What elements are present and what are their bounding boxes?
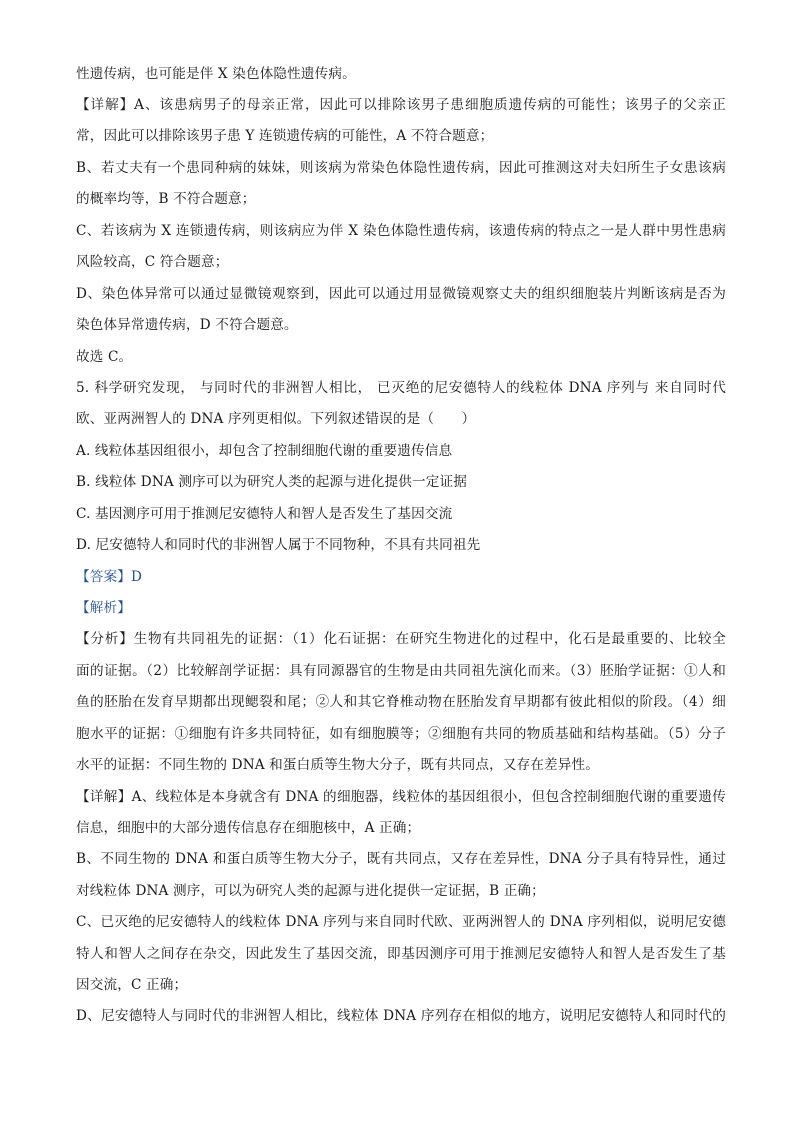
text-line: 因交流，C 正确；: [76, 977, 188, 993]
text-line: 特人和智人之间存在杂交，因此发生了基因交流，即基因测序可用于推测尼安德特人和智人是否发生了基: [76, 946, 726, 962]
text-line: 胞水平的证据：①细胞有许多共同特征，如有细胞膜等；②细胞有共同的物质基础和结构基础。（5）分子: [76, 726, 726, 742]
text-line: 【详解】A、线粒体是本身就含有 DNA 的细胞器，线粒体的基因组很小，但包含控制细胞代谢的重要遗传: [76, 789, 726, 805]
text-line: 风险较高，C 符合题意；: [76, 254, 229, 270]
text-line: 性遗传病，也可能是伴 X 染色体隐性遗传病。: [76, 66, 356, 82]
text-line: 信息，细胞中的大部分遗传信息存在细胞核中，A 正确；: [76, 820, 421, 836]
option-b: B. 线粒体 DNA 测序可以为研究人类的起源与进化提供一定证据: [76, 474, 467, 490]
text-line: B、不同生物的 DNA 和蛋白质等生物大分子，既有共同点，又存在差异性，DNA 分子具有特异性，通过: [76, 851, 726, 867]
text-line: 的概率均等，B 不符合题意；: [76, 191, 256, 207]
text-line: 【分析】生物有共同祖先的证据：（1）化石证据：在研究生物进化的过程中，化石是最重要的、比较全: [76, 631, 726, 647]
option-d: D. 尼安德特人和同时代的非洲智人属于不同物种，不具有共同祖先: [76, 537, 481, 553]
text-line: 对线粒体 DNA 测序，可以为研究人类的起源与进化提供一定证据，B 正确；: [76, 883, 545, 899]
option-c: C. 基因测序可用于推测尼安德特人和智人是否发生了基因交流: [76, 506, 453, 522]
text-line: C、若该病为 X 连锁遗传病，则该病应为伴 X 染色体隐性遗传病，该遗传病的特点之一是人群中男性患病: [76, 223, 726, 239]
text-line: 鱼的胚胎在发育早期都出现鳃裂和尾；②人和其它脊椎动物在胚胎发育早期都有彼此相似的阶段。（4）细: [76, 694, 726, 710]
text-line: D、尼安德特人与同时代的非洲智人相比，线粒体 DNA 序列存在相似的地方，说明尼安德特人和同时代的: [76, 1008, 726, 1024]
text-line: 染色体异常遗传病，D 不符合题意。: [76, 317, 298, 333]
text-line: 面的证据。（2）比较解剖学证据：具有同源器官的生物是由共同祖先演化而来。（3）胚胎学证据：①人和: [76, 663, 726, 679]
text-line: D、染色体异常可以通过显微镜观察到，因此可以通过用显微镜观察丈夫的组织细胞装片判断该病是否为: [76, 286, 726, 302]
answer-label: 【答案】D: [76, 569, 143, 585]
question-stem: 欧、亚两洲智人的 DNA 序列更相似。下列叙述错误的是（ ）: [76, 411, 476, 427]
text-line: 故选 C。: [76, 349, 133, 365]
text-line: B、若丈夫有一个患同种病的妹妹，则该病为常染色体隐性遗传病，因此可推测这对夫妇所生子女患该病: [76, 160, 726, 176]
option-a: A. 线粒体基因组很小，却包含了控制细胞代谢的重要遗传信息: [76, 443, 453, 459]
text-line: 常，因此可以排除该男子患 Y 连锁遗传病的可能性，A 不符合题意；: [76, 128, 494, 144]
text-line: 水平的证据：不同生物的 DNA 和蛋白质等生物大分子，既有共同点，又存在差异性。: [76, 757, 600, 773]
analysis-label: 【解析】: [76, 600, 131, 616]
text-line: C、已灭绝的尼安德特人的线粒体 DNA 序列与来自同时代欧、亚两洲智人的 DNA 序列相似，说明尼安德: [76, 914, 726, 930]
text-line: 【详解】A、该患病男子的母亲正常，因此可以排除该男子患细胞质遗传病的可能性；该男子的父亲正: [76, 97, 726, 113]
question-stem: 5. 科学研究发现， 与同时代的非洲智人相比， 已灭绝的尼安德特人的线粒体 DNA 序列与 来自同时代: [76, 380, 726, 396]
